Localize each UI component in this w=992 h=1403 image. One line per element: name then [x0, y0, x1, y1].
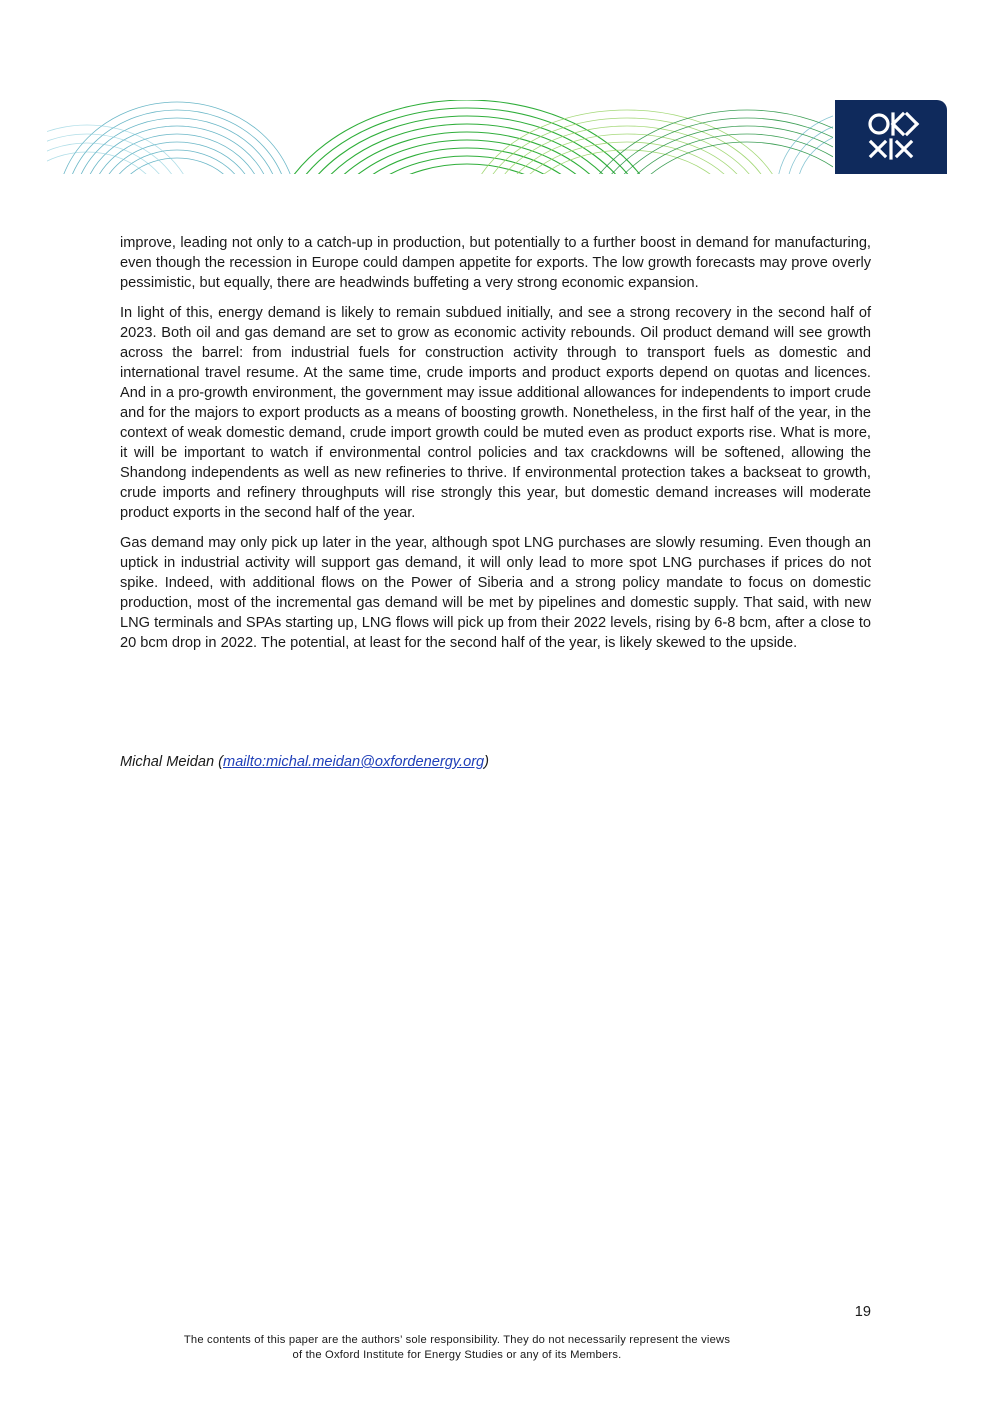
- author-line: [120, 752, 489, 772]
- paragraph-1: improve, leading not only to a catch-up in production, but potentially to a further boost in demand for manufacturing, even though the recession in Europe could dampen appetite for exports. The low growth forecasts may prove overly pessimistic, but equally, there are headwinds buffeting a very strong economic expansion.: [120, 235, 871, 291]
- disclaimer-line-2: of the Oxford Institute for Energy Studies or any of its Members.: [292, 1349, 622, 1361]
- author-name: Michal Meidan: [120, 754, 215, 770]
- author-close-paren: ): [484, 754, 490, 770]
- author-open-paren: (: [218, 754, 224, 770]
- oies-logo-icon: [835, 100, 947, 174]
- oies-logo: [835, 100, 947, 174]
- author-email-link[interactable]: mailto:michal.meidan@oxfordenergy.org: [223, 754, 485, 770]
- decorative-waves: [47, 100, 833, 174]
- header-banner: [47, 100, 833, 174]
- paragraph-3: Gas demand may only pick up later in the year, although spot LNG purchases are slowly resuming. Even though an uptick in industrial activity will support gas demand, it will only lead to more spot LNG purchases if prices do not spike. Indeed, with additional flows on the Power of Siberia and a strong policy mandate to focus on domestic production, most of the incremental gas demand will be met by pipelines and domestic supply. That said, with new LNG terminals and SPAs starting up, LNG flows will pick up from their 2022 levels, rising by 6-8 bcm, after a close to 20 bcm drop in 2022. The potential, at least for the second half of the year, is likely skewed to the upside.: [120, 535, 871, 651]
- paragraph-2: In light of this, energy demand is likely to remain subdued initially, and see a strong recovery in the second half of 2023. Both oil and gas demand are set to grow as economic activity rebounds. Oil product demand will see growth across the barrel: from industrial fuels for construction activity through to transport fuels as domestic and international travel resume. At the same time, crude imports and product exports depend on quotas and licences. And in a pro-growth environment, the government may issue additional allowances for independents to import crude and for the majors to export products as a means of boosting growth. Nonetheless, in the first half of the year, in the context of weak domestic demand, crude import growth could be muted even as product exports rise. What is more, it will be important to watch if environmental control policies and tax crackdowns will be softened, allowing the Shandong independents as well as new refineries to thrive. If environmental protection takes a backseat to growth, crude imports and refinery throughputs will rise strongly this year, but domestic demand increases will moderate product exports in the second half of the year.: [120, 305, 871, 521]
- page-number: 19: [854, 1304, 871, 1320]
- disclaimer-line-1: The contents of this paper are the authors’ sole responsibility. They do not necessarily represent the views: [183, 1334, 731, 1346]
- body-text: [120, 233, 871, 663]
- disclaimer: [100, 1333, 814, 1363]
